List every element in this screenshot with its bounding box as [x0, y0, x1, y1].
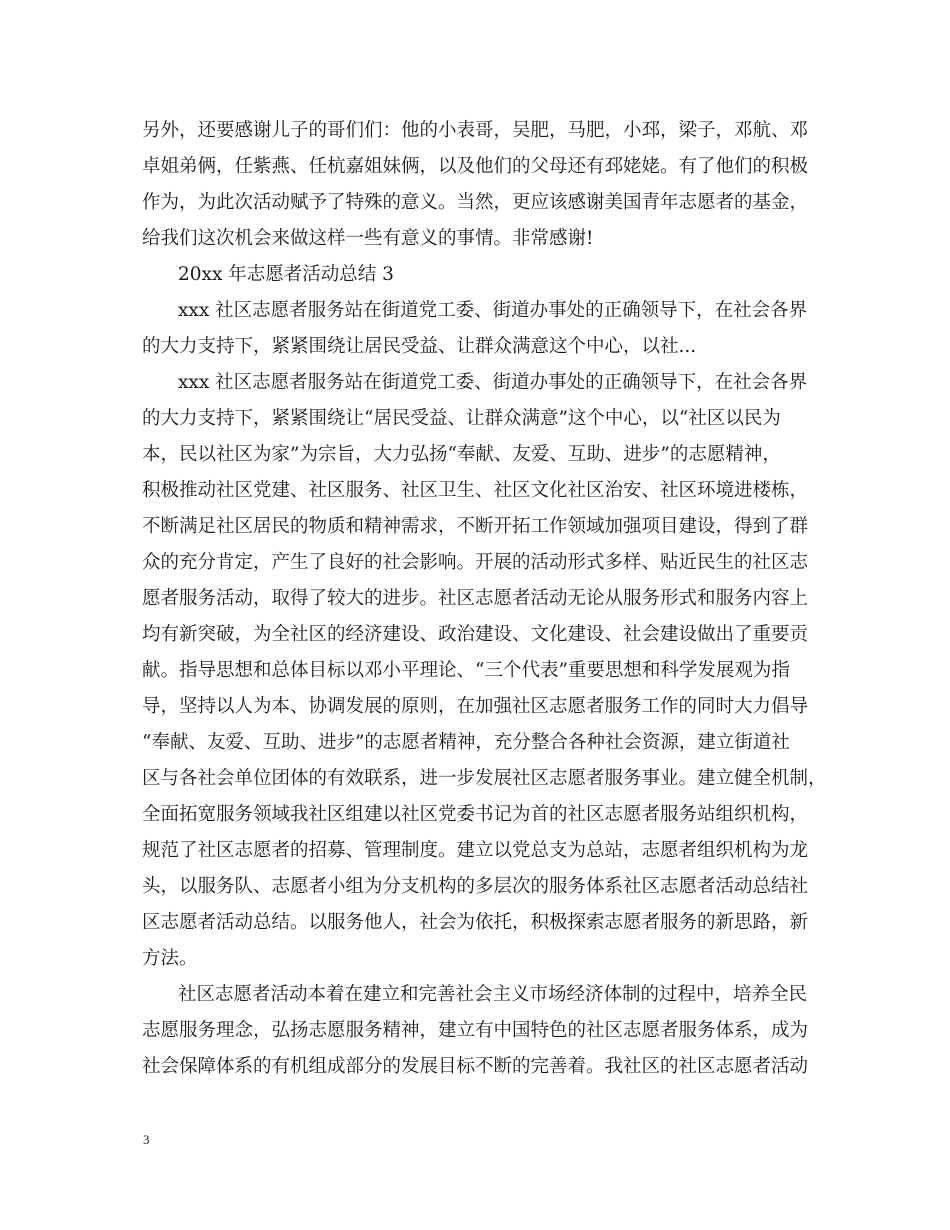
section-heading: 20xx 年志愿者活动总结 3: [178, 264, 394, 285]
body-text-line: 区志愿者活动总结。以服务他人，社会为依托，积极探索志愿者服务的新思路，新: [142, 912, 809, 933]
body-text-line: 规范了社区志愿者的招募、管理制度。建立以党总支为总站，志愿者组织机构为龙: [142, 840, 809, 861]
body-text-line: 均有新突破，为全社区的经济建设、政治建设、文化建设、社会建设做出了重要贡: [142, 624, 809, 645]
body-text-line: 导，坚持以人为本、协调发展的原则，在加强社区志愿者服务工作的同时大力倡导: [142, 696, 809, 717]
body-text-line: 的大力支持下，紧紧围绕让居民受益、让群众满意这个中心，以社...: [142, 336, 697, 357]
body-text-line: 本，民以社区为家”为宗旨，大力弘扬“奉献、友爱、互助、进步”的志愿精神，: [142, 444, 781, 465]
body-text-line: 社区志愿者活动本着在建立和完善社会主义市场经济体制的过程中，培养全民: [178, 984, 808, 1005]
body-text-line: 众的充分肯定，产生了良好的社会影响。开展的活动形式多样、贴近民生的社区志: [142, 552, 809, 573]
body-text-line: 不断满足社区居民的物质和精神需求，不断开拓工作领域加强项目建设，得到了群: [142, 516, 809, 537]
body-text-line: 头，以服务队、志愿者小组为分支机构的多层次的服务体系社区志愿者活动总结社: [142, 876, 809, 897]
body-text-line: 献。指导思想和总体目标以邓小平理论、“三个代表”重要思想和科学发展观为指: [142, 660, 790, 681]
body-text-line: 方法。: [142, 948, 198, 969]
body-text-line: 给我们这次机会来做这样一些有意义的事情。非常感谢!: [142, 228, 594, 249]
body-text-line: 作为，为此次活动赋予了特殊的意义。当然，更应该感谢美国青年志愿者的基金，: [142, 192, 809, 213]
body-text-line: 的大力支持下，紧紧围绕让“居民受益、让群众满意”这个中心，以“社区以民为: [142, 408, 781, 429]
body-text-line: 积极推动社区党建、社区服务、社区卫生、社区文化社区治安、社区环境进楼栋，: [142, 480, 809, 501]
body-text-line: 区与各社会单位团体的有效联系，进一步发展社区志愿者服务事业。建立健全机制，: [142, 768, 827, 789]
body-text-line: xxx 社区志愿者服务站在街道党工委、街道办事处的正确领导下，在社会各界: [178, 300, 808, 321]
body-text-line: “奉献、友爱、互助、进步”的志愿者精神，充分整合各种社会资源，建立街道社: [142, 732, 790, 753]
body-text-line: 另外，还要感谢儿子的哥们们：他的小表哥，吴肥，马肥，小邳，梁子，邓航、邓: [142, 120, 809, 141]
body-text-line: 社会保障体系的有机组成部分的发展目标不断的完善着。我社区的社区志愿者活动: [142, 1056, 809, 1077]
body-text-line: xxx 社区志愿者服务站在街道党工委、街道办事处的正确领导下，在社会各界: [178, 372, 808, 393]
body-text-line: 卓姐弟俩，任紫燕、任杭嘉姐妹俩，以及他们的父母还有邳姥姥。有了他们的积极: [142, 156, 809, 177]
body-text-line: 全面拓宽服务领域我社区组建以社区党委书记为首的社区志愿者服务站组织机构，: [142, 804, 809, 825]
body-text-line: 志愿服务理念，弘扬志愿服务精神，建立有中国特色的社区志愿者服务体系，成为: [142, 1020, 809, 1041]
page-number: 3: [143, 1132, 150, 1147]
body-text-line: 愿者服务活动，取得了较大的进步。社区志愿者活动无论从服务形式和服务内容上: [142, 588, 809, 609]
